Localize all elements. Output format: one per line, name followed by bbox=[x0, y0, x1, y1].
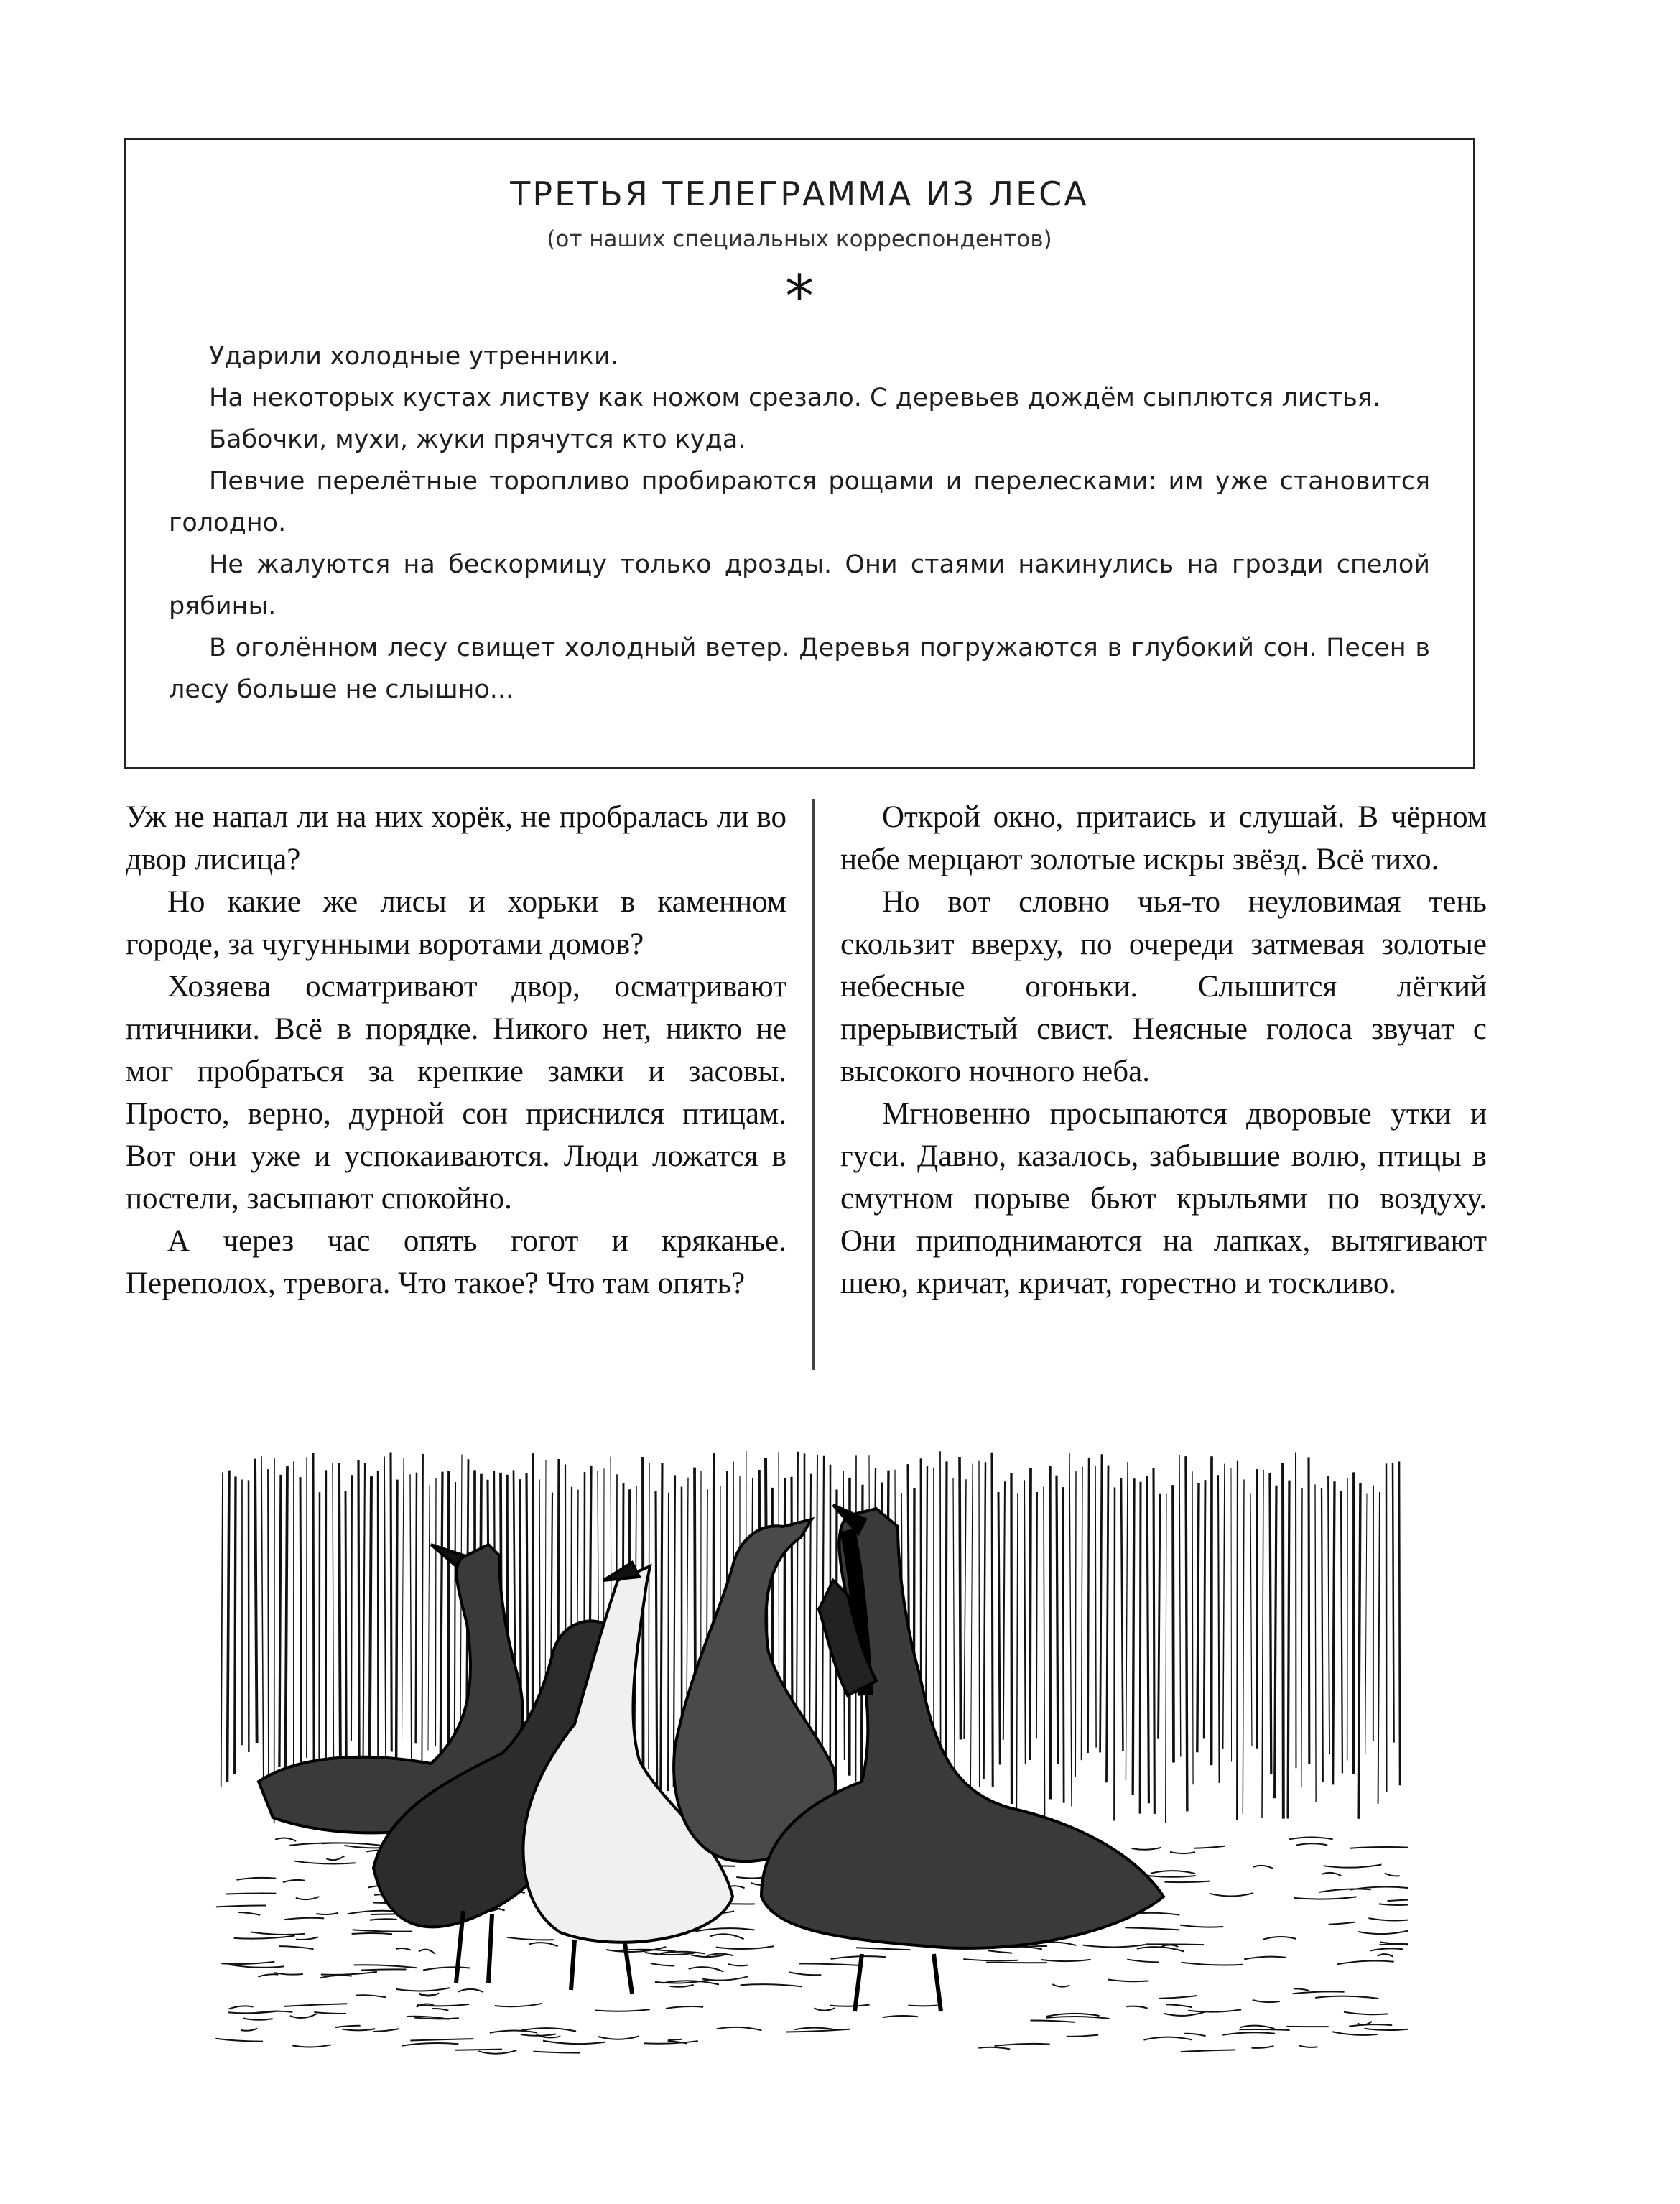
telegram-paragraph: Бабочки, мухи, жуки прячутся кто куда. bbox=[209, 425, 746, 454]
left-column bbox=[126, 796, 786, 1305]
body-paragraph: Открой окно, притаись и слушай. В чёрном небе мерцают золотые искры звёзд. Всё тихо. bbox=[840, 800, 1487, 876]
body-paragraph: Хозяева осматривают двор, осматривают птичники. Всё в порядке. Никого нет, никто не мог пробраться за крепкие замки и засовы. Просто, верно, дурной сон приснился птицам. Вот они уже и успокаиваются. Люди ложатся в постели, засыпают спокойно. bbox=[126, 970, 786, 1216]
body-paragraph: Но вот словно чья-то неуловимая тень скользит вверху, по очереди затмевая золотые небесные огоньки. Слышится лёгкий прерывистый свист. Неясные голоса звучат с высокого ночного неба. bbox=[840, 885, 1487, 1088]
telegram-paragraph: Не жалуются на бескормицу только дрозды. Они стаями накинулись на грозди спелой рябины. bbox=[169, 550, 1430, 621]
telegram-body bbox=[169, 335, 1430, 710]
telegram-title: ТРЕТЬЯ ТЕЛЕГРАММА ИЗ ЛЕСА bbox=[510, 175, 1089, 213]
geese-engraving-icon bbox=[215, 1437, 1408, 2069]
body-paragraph: Уж не напал ли на них хорёк, не пробралась ли во двор лисица? bbox=[126, 800, 786, 876]
asterisk-separator: * bbox=[785, 263, 814, 330]
body-paragraph: Мгновенно просыпаются дворовые утки и гуси. Давно, казалось, забывшие волю, птицы в смутном порыве бьют крыльями по воздуху. Они приподнимаются на лапках, вытягивают шею, кричат, кричат, горестно и тоскливо. bbox=[840, 1097, 1487, 1300]
telegram-paragraph: Ударили холодные утренники. bbox=[209, 342, 618, 371]
body-paragraph: Но какие же лисы и хорьки в каменном городе, за чугунными воротами домов? bbox=[126, 885, 786, 961]
telegram-box bbox=[124, 138, 1475, 769]
right-column bbox=[840, 796, 1487, 1305]
column-divider bbox=[812, 799, 815, 1370]
telegram-paragraph: В оголённом лесу свищет холодный ветер. Деревья погружаются в глубокий сон. Песен в лесу больше не слышно... bbox=[169, 634, 1430, 704]
telegram-subtitle: (от наших специальных корреспондентов) bbox=[547, 226, 1052, 252]
body-paragraph: А через час опять гогот и кряканье. Переполох, тревога. Что такое? Что там опять? bbox=[126, 1224, 786, 1300]
telegram-paragraph: На некоторых кустах листву как ножом срезало. С деревьев дождём сыплются листья. bbox=[209, 384, 1381, 412]
telegram-paragraph: Певчие перелётные торопливо пробираются рощами и перелесками: им уже становится голодно. bbox=[169, 467, 1430, 537]
